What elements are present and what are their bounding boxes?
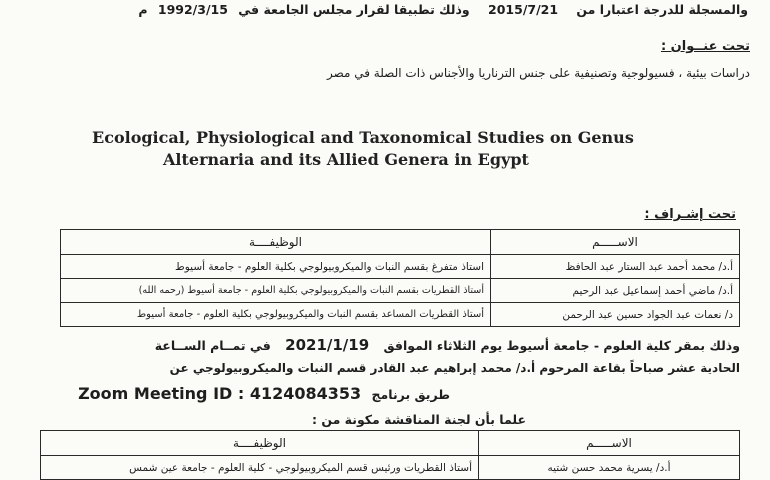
- venue-line3: [78, 384, 450, 403]
- committee-member-position: أستاذ القطريات ورئيس قسم الميكروبيولوجي - كلية العلوم - جامعة عين شمس: [41, 456, 479, 480]
- supervisor-name: أ.د/ محمد أحمد عبد الستار عبد الحافظ: [491, 255, 740, 279]
- english-title-line2: Alternaria and its Allied Genera in Egypt: [163, 150, 529, 169]
- header-name: الاســـــم: [479, 431, 740, 456]
- top-mid-text: وذلك تطبيقا لقرار مجلس الجامعة في: [238, 2, 470, 17]
- committee-member-name: أ.د/ يسرية محمد حسن شتيه: [479, 456, 740, 480]
- supervisor-position: أستاذ القطريات بقسم النبات والميكروبيولوجي بكلية العلوم - جامعة أسيوط (رحمه الله): [61, 279, 491, 303]
- venue-line3-prefix: طريق برنامج: [371, 387, 450, 402]
- supervision-heading: تحت إشـراف :: [644, 207, 736, 222]
- arabic-title: دراسات بيئية ، فسيولوجية وتصنيفية على جنس الترناريا والأجناس ذات الصلة في مصر: [326, 66, 750, 80]
- supervision-table: [60, 229, 740, 327]
- top-suffix: م: [138, 2, 148, 17]
- table-row: [61, 279, 740, 303]
- english-title-line1: Ecological, Physiological and Taxonomical Studies on Genus: [92, 128, 634, 147]
- title-heading: تحت عنــوان :: [660, 39, 750, 54]
- supervision-table-header: [61, 230, 740, 255]
- venue-line1-suffix: في تمــام الســاعة: [154, 338, 271, 353]
- supervisor-name: د/ نعمات عبد الجواد حسين عبد الرحمن: [491, 303, 740, 327]
- committee-table-header: [41, 431, 740, 456]
- venue-date: 2021/1/19: [285, 336, 370, 354]
- top-date-mid: 2015/7/21: [488, 2, 559, 17]
- header-position: الوظيفــــة: [61, 230, 491, 255]
- committee-table: [40, 430, 740, 480]
- zoom-meeting-id: Zoom Meeting ID : 4124084353: [78, 384, 362, 403]
- top-pre-text: والمسجلة للدرجة اعتبارا من: [576, 2, 748, 17]
- table-row: [61, 255, 740, 279]
- header-position: الوظيفــــة: [41, 431, 479, 456]
- top-line: [138, 2, 748, 17]
- venue-line1: [155, 336, 740, 354]
- top-date-right: 1992/3/15: [157, 2, 228, 17]
- venue-line2: الحادية عشر صباحاً بقاعة المرحوم أ.د/ محمد إبراهيم عبد القادر قسم النبات والميكروبيولوجي عن: [169, 361, 740, 375]
- supervisor-position: استاذ متفرغ بقسم النبات والميكروبيولوجي بكلية العلوم - جامعة أسيوط: [61, 255, 491, 279]
- table-row: [61, 303, 740, 327]
- supervisor-name: أ.د/ ماضي أحمد إسماعيل عبد الرحيم: [491, 279, 740, 303]
- table-row: [41, 456, 740, 480]
- supervisor-position: أستاذ القطريات المساعد بقسم النبات والميكروبيولوجي بكلية العلوم - جامعة أسيوط: [61, 303, 491, 327]
- committee-heading: علما بأن لجنة المناقشة مكونة من :: [311, 412, 526, 427]
- venue-line1-prefix: وذلك بمقر كلية العلوم - جامعة أسيوط يوم الثلاثاء الموافق: [383, 338, 740, 353]
- header-name: الاســـــم: [491, 230, 740, 255]
